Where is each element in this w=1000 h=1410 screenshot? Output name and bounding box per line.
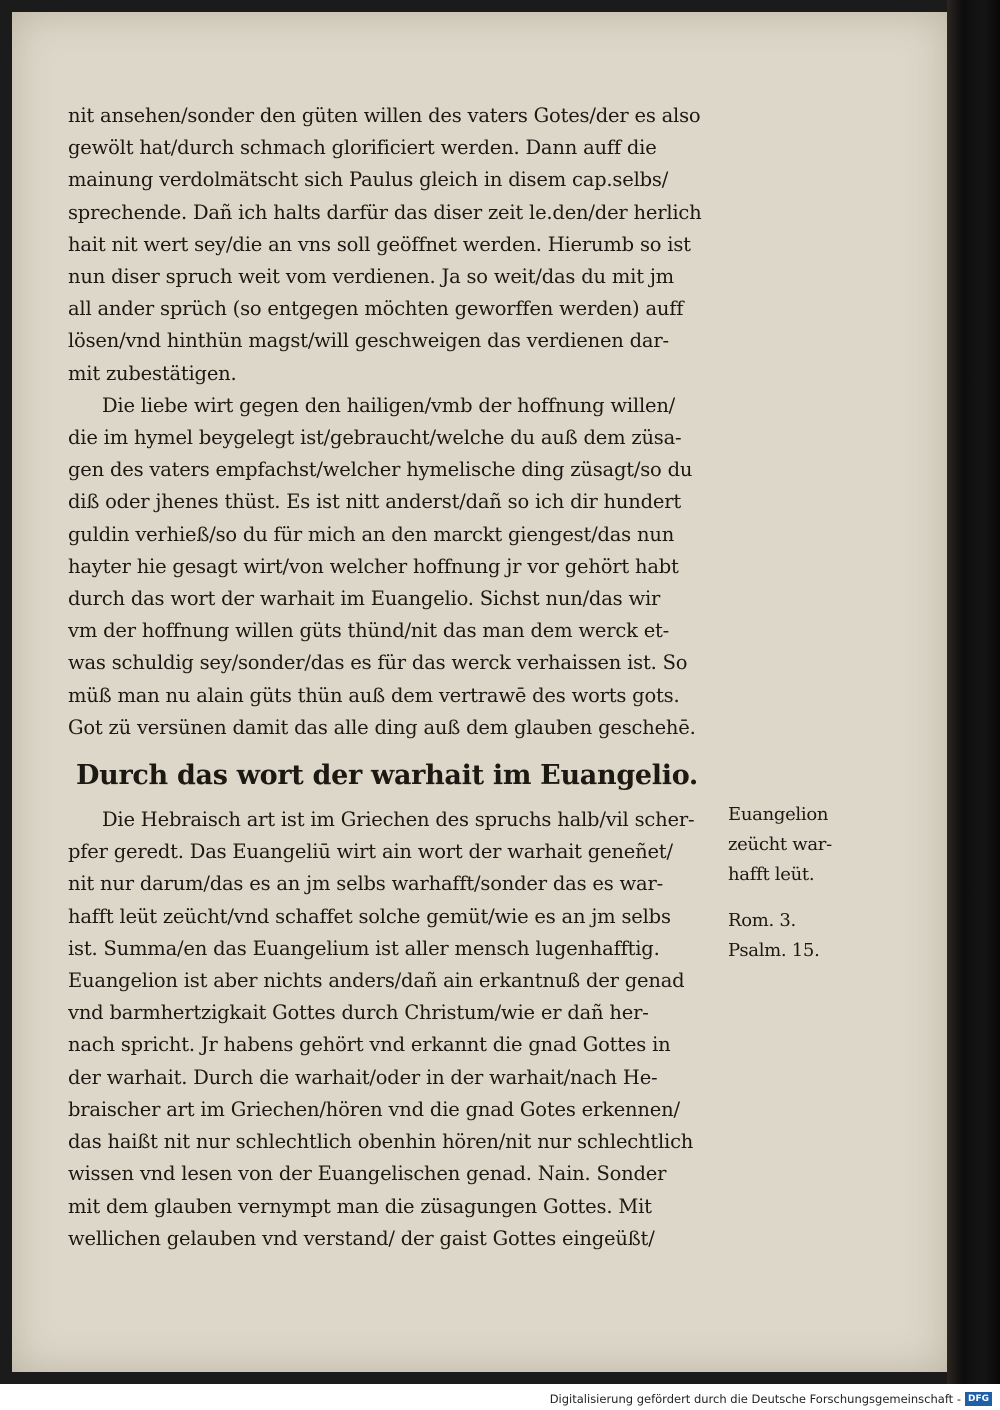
text-line: all ander sprüch (so entgegen möchten geworffen werden) auff bbox=[68, 297, 684, 321]
text-line: der warhait. Durch die warhait/oder in der warhait/nach He- bbox=[68, 1065, 658, 1089]
text-line: pfer geredt. Das Euangeliū wirt ain wort der warhait geneñet/ bbox=[68, 840, 673, 864]
text-line: das haißt nit nur schlechtlich obenhin hören/nit nur schlechtlich bbox=[68, 1130, 694, 1154]
section-heading: Durch das wort der warhait im Euangelio. bbox=[76, 760, 699, 792]
marginal-note-line: hafft leüt. bbox=[728, 864, 815, 885]
text-line: gewölt hat/durch schmach glorificiert werden. Dann auff die bbox=[68, 136, 657, 160]
digitization-credit bbox=[550, 1391, 992, 1407]
marginal-note-line: Rom. 3. bbox=[728, 910, 796, 931]
text-line: die im hymel beygelegt ist/gebraucht/welche du auß dem züsa- bbox=[68, 426, 682, 450]
marginal-note-line: zeücht war- bbox=[728, 834, 832, 855]
paragraph-2 bbox=[68, 390, 738, 744]
text-line: müß man nu alain güts thün auß dem vertrawē des worts gots. bbox=[68, 683, 680, 707]
text-line: wellichen gelauben vnd verstand/ der gaist Gottes eingeüßt/ bbox=[68, 1226, 655, 1250]
dfg-logo: DFG bbox=[965, 1392, 992, 1406]
text-line: Euangelion ist aber nichts anders/dañ ain erkantnuß der genad bbox=[68, 969, 685, 993]
book-spine bbox=[947, 0, 1000, 1384]
marginal-note-line: Psalm. 15. bbox=[728, 940, 820, 961]
text-line: gen des vaters empfachst/welcher hymelische ding züsagt/so du bbox=[68, 458, 693, 482]
text-line: nach spricht. Jr habens gehört vnd erkannt die gnad Gottes in bbox=[68, 1033, 671, 1057]
paragraph-1 bbox=[68, 100, 738, 390]
text-line: diß oder jhenes thüst. Es ist nitt anderst/dañ so ich dir hundert bbox=[68, 490, 682, 514]
text-line: wissen vnd lesen von der Euangelischen genad. Nain. Sonder bbox=[68, 1162, 667, 1186]
text-line: ist. Summa/en das Euangelium ist aller mensch lugenhafftig. bbox=[68, 936, 660, 960]
book-page bbox=[12, 12, 947, 1372]
credit-text: Digitalisierung gefördert durch die Deutsche Forschungsgemeinschaft - bbox=[549, 1392, 961, 1406]
text-line: hait nit wert sey/die an vns soll geöffnet werden. Hierumb so ist bbox=[68, 232, 691, 256]
text-line: lösen/vnd hinthün magst/will geschweigen das verdienen dar- bbox=[68, 329, 669, 353]
text-line: vm der hoffnung willen güts thünd/nit das man dem werck et- bbox=[68, 619, 670, 643]
marginal-notes bbox=[728, 800, 868, 966]
text-line: guldin verhieß/so du für mich an den marckt giengest/das nun bbox=[68, 522, 675, 546]
text-line: nit nur darum/das es an jm selbs warhafft/sonder das es war- bbox=[68, 872, 663, 896]
marginal-note-2 bbox=[728, 906, 868, 966]
text-line: Got zü versünen damit das alle ding auß dem glauben geschehē. bbox=[68, 715, 696, 739]
text-line: Die Hebraisch art ist im Griechen des spruchs halb/vil scher- bbox=[102, 808, 695, 832]
text-line: sprechende. Dañ ich halts darfür das diser zeit le.den/der herlich bbox=[68, 200, 702, 224]
paragraph-3 bbox=[68, 804, 738, 1255]
text-line: mit dem glauben vernympt man die züsagungen Gottes. Mit bbox=[68, 1194, 652, 1218]
text-line: hayter hie gesagt wirt/von welcher hoffnung jr vor gehört habt bbox=[68, 554, 679, 578]
text-line: mainung verdolmätscht sich Paulus gleich in disem cap.selbs/ bbox=[68, 168, 669, 192]
text-line: nun diser spruch weit vom verdienen. Ja so weit/das du mit jm bbox=[68, 265, 674, 289]
text-line: Die liebe wirt gegen den hailigen/vmb der hoffnung willen/ bbox=[102, 393, 676, 417]
text-line: braischer art im Griechen/hören vnd die gnad Gotes erkennen/ bbox=[68, 1097, 680, 1121]
text-line: hafft leüt zeücht/vnd schaffet solche gemüt/wie es an jm selbs bbox=[68, 904, 671, 928]
marginal-note-1 bbox=[728, 800, 868, 890]
text-line: vnd barmhertzigkait Gottes durch Christum/wie er dañ her- bbox=[68, 1001, 649, 1025]
text-line: nit ansehen/sonder den güten willen des vaters Gotes/der es also bbox=[68, 104, 701, 127]
text-line: was schuldig sey/sonder/das es für das werck verhaissen ist. So bbox=[68, 651, 688, 675]
text-line: durch das wort der warhait im Euangelio. Sichst nun/das wir bbox=[68, 587, 661, 611]
marginal-note-line: Euangelion bbox=[728, 804, 829, 825]
text-block bbox=[68, 100, 738, 1255]
text-line: mit zubestätigen. bbox=[68, 361, 237, 385]
